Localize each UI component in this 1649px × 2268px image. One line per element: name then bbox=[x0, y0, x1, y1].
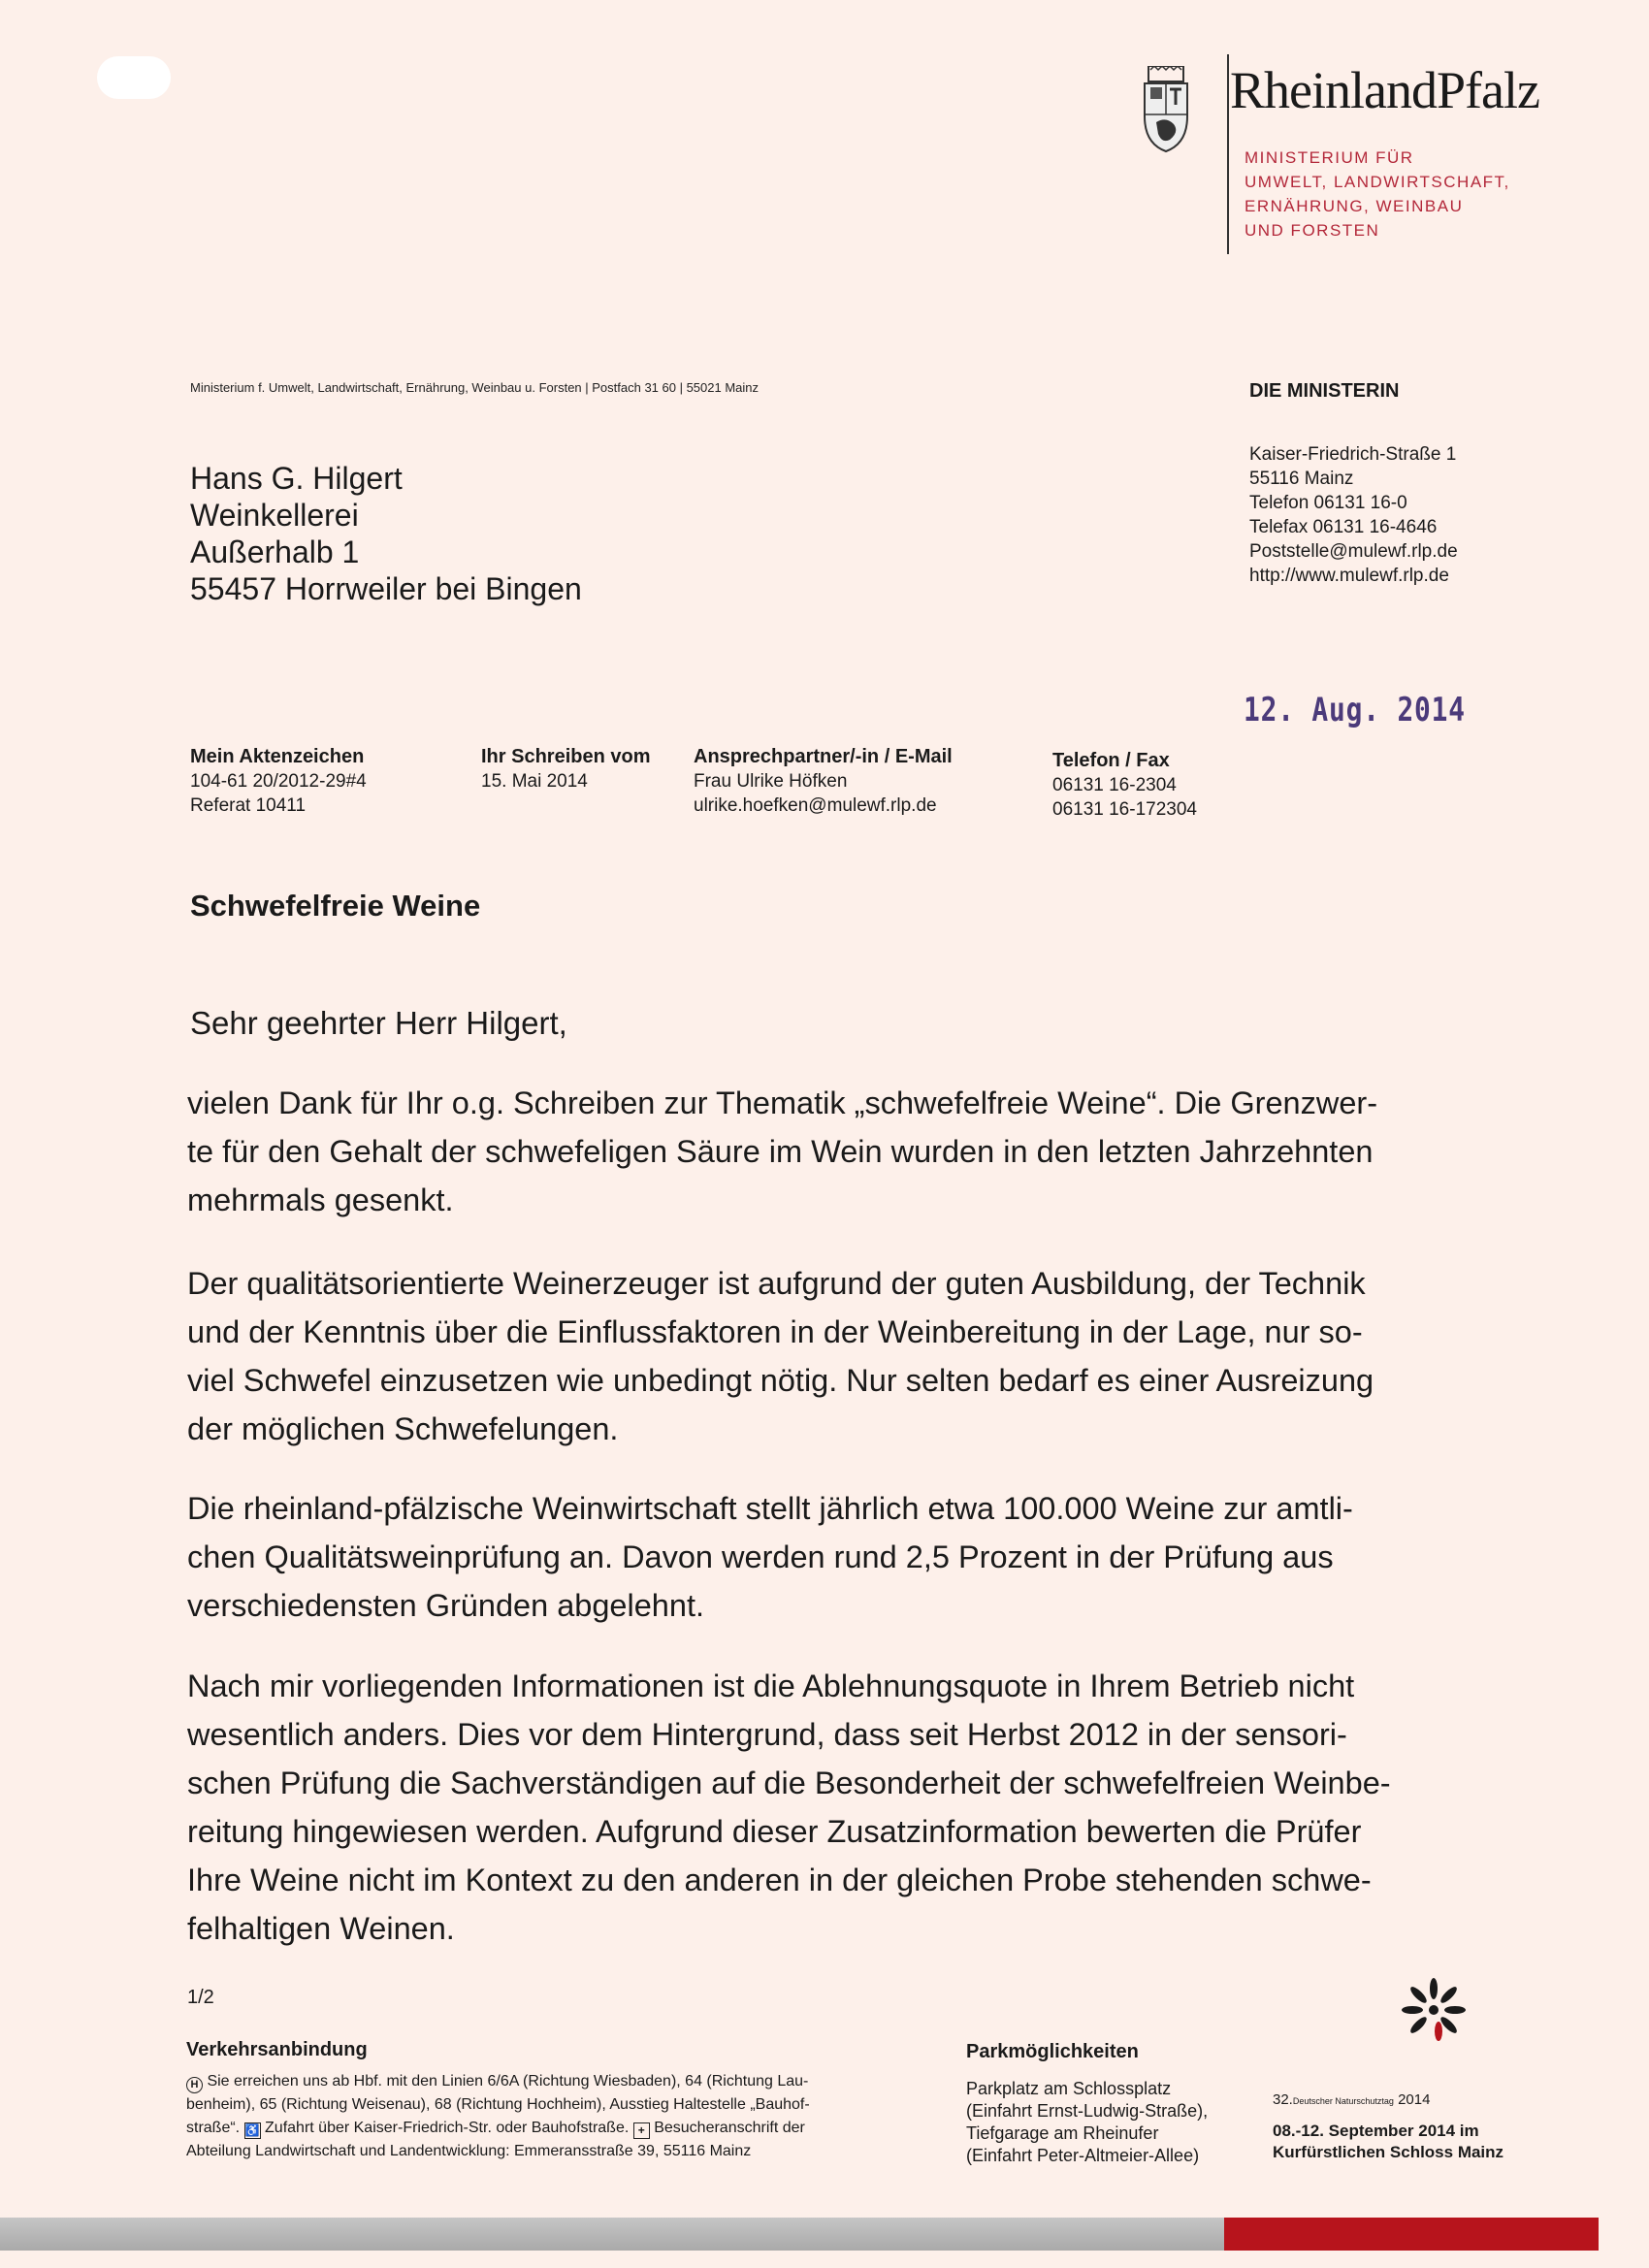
text-line: felhaltigen Weinen. bbox=[187, 1911, 455, 1946]
reference-telefon bbox=[1052, 749, 1197, 822]
contact-address: Kaiser-Friedrich-Straße 1 bbox=[1249, 444, 1457, 465]
reference-ansprechpartner bbox=[694, 745, 953, 818]
received-date-stamp: 12. Aug. 2014 bbox=[1244, 691, 1466, 729]
ministry-line: ERNÄHRUNG, WEINBAU bbox=[1245, 197, 1464, 215]
visitor-address-text: Besucheranschrift der bbox=[654, 2120, 805, 2136]
event-title: Deutscher Naturschutztag bbox=[1292, 2096, 1394, 2106]
contact-city: 55116 Mainz bbox=[1249, 469, 1354, 489]
text-line: Nach mir vorliegenden Informationen ist die Ablehnungsquote in Ihrem Betrieb nicht bbox=[187, 1669, 1355, 1703]
text-line: viel Schwefel einzusetzen wie unbedingt nötig. Nur selten bedarf es einer Ausreizung bbox=[187, 1363, 1374, 1398]
reference-value: Referat 10411 bbox=[190, 795, 307, 816]
event-prefix: 32. bbox=[1273, 2091, 1293, 2108]
footer-bar-grey bbox=[0, 2218, 1224, 2251]
scan-blot bbox=[97, 56, 171, 99]
footer-transport-title: Verkehrsanbindung bbox=[186, 2039, 368, 2060]
reference-label: Mein Aktenzeichen bbox=[190, 746, 365, 767]
text-line: chen Qualitätsweinprüfung an. Davon werden rund 2,5 Prozent in der Prüfung aus bbox=[187, 1539, 1334, 1574]
recipient-street: Außerhalb 1 bbox=[190, 535, 360, 569]
text-line: mehrmals gesenkt. bbox=[187, 1183, 454, 1217]
bus-stop-icon: H bbox=[186, 2077, 203, 2093]
contact-phone: Telefon 06131 16-0 bbox=[1249, 493, 1407, 513]
reference-schreiben bbox=[481, 745, 651, 794]
recipient-company: Weinkellerei bbox=[190, 498, 359, 533]
event-name bbox=[1273, 2091, 1430, 2108]
body-paragraph bbox=[187, 1662, 1458, 1953]
wheelchair-icon: ♿ bbox=[244, 2123, 260, 2137]
reference-value: 15. Mai 2014 bbox=[481, 771, 588, 792]
parking-line: Parkplatz am Schlossplatz bbox=[966, 2079, 1172, 2098]
recipient-address bbox=[190, 460, 582, 607]
wheelchair-access-text: Zufahrt über Kaiser-Friedrich-Str. oder Bauhofstraße. bbox=[265, 2120, 630, 2136]
ministry-line: UND FORSTEN bbox=[1245, 221, 1380, 240]
text-line: und der Kenntnis über die Einflussfaktoren in der Weinbereitung in der Lage, nur so- bbox=[187, 1314, 1363, 1349]
text-line: Die rheinland-pfälzische Weinwirtschaft stellt jährlich etwa 100.000 Weine zur amtli- bbox=[187, 1491, 1353, 1526]
transport-line: Abteilung Landwirtschaft und Landentwicklung: Emmeransstraße 39, 55116 Mainz bbox=[186, 2143, 752, 2159]
letterhead-divider bbox=[1227, 54, 1229, 254]
ministry-line: MINISTERIUM FÜR bbox=[1245, 148, 1414, 167]
parking-line: Tiefgarage am Rheinufer bbox=[966, 2123, 1159, 2143]
recipient-city: 55457 Horrweiler bei Bingen bbox=[190, 571, 582, 606]
text-line: wesentlich anders. Dies vor dem Hintergrund, dass seit Herbst 2012 in der sensori- bbox=[187, 1717, 1347, 1752]
parking-line: (Einfahrt Peter-Altmeier-Allee) bbox=[966, 2146, 1200, 2165]
text-line: schen Prüfung die Sachverständigen auf die Besonderheit der schwefelfreien Weinbe- bbox=[187, 1766, 1391, 1800]
transport-line-text: Sie erreichen uns ab Hbf. mit den Linien 6/6A (Richtung Wiesbaden), 64 (Richtung Lau- bbox=[207, 2073, 809, 2090]
text-line: vielen Dank für Ihr o.g. Schreiben zur Thematik „schwefelfreie Weine“. Die Grenzwer- bbox=[187, 1085, 1378, 1120]
transport-line: benheim), 65 (Richtung Weisenau), 68 (Richtung Hochheim), Ausstieg Haltestelle „Bauhof- bbox=[186, 2096, 810, 2113]
text-line: verschiedensten Gründen abgelehnt. bbox=[187, 1588, 705, 1623]
body-paragraph bbox=[187, 1484, 1458, 1630]
brand-logo-text: RheinlandPfalz bbox=[1230, 61, 1539, 119]
reference-value: 104-61 20/2012-29#4 bbox=[190, 771, 367, 792]
reference-aktenzeichen bbox=[190, 745, 367, 818]
reference-label: Ihr Schreiben vom bbox=[481, 746, 651, 767]
text-line: der möglichen Schwefelungen. bbox=[187, 1411, 619, 1446]
body-paragraph bbox=[187, 1259, 1458, 1453]
footer-bar-red bbox=[1224, 2218, 1599, 2251]
naturschutztag-logo-icon bbox=[1395, 1975, 1472, 2053]
reference-label: Ansprechpartner/-in / E-Mail bbox=[694, 746, 953, 767]
event-date: 08.-12. September 2014 im bbox=[1273, 2122, 1479, 2140]
parking-line: (Einfahrt Ernst-Ludwig-Straße), bbox=[966, 2101, 1209, 2121]
reference-value: ulrike.hoefken@mulewf.rlp.de bbox=[694, 795, 937, 816]
minister-title: DIE MINISTERIN bbox=[1249, 380, 1400, 402]
footer-transport-text bbox=[186, 2070, 810, 2163]
ministry-contact-block bbox=[1249, 442, 1458, 588]
page-number: 1/2 bbox=[187, 1987, 214, 2008]
recipient-name: Hans G. Hilgert bbox=[190, 461, 403, 496]
contact-fax: Telefax 06131 16-4646 bbox=[1249, 517, 1438, 537]
footer-parking-title: Parkmöglichkeiten bbox=[966, 2041, 1139, 2062]
visitor-entrance-icon: + bbox=[633, 2122, 650, 2139]
reference-value: Frau Ulrike Höfken bbox=[694, 771, 848, 792]
event-year: 2014 bbox=[1398, 2091, 1431, 2108]
event-details bbox=[1273, 2121, 1504, 2163]
event-location: Kurfürstlichen Schloss Mainz bbox=[1273, 2143, 1504, 2161]
contact-email: Poststelle@mulewf.rlp.de bbox=[1249, 541, 1458, 562]
reference-label: Telefon / Fax bbox=[1052, 750, 1170, 771]
transport-line bbox=[186, 2117, 810, 2140]
footer-parking-text bbox=[966, 2078, 1208, 2167]
text-line: Der qualitätsorientierte Weinerzeuger ist aufgrund der guten Ausbildung, der Technik bbox=[187, 1266, 1366, 1301]
transport-line bbox=[186, 2070, 810, 2093]
text-line: te für den Gehalt der schwefeligen Säure im Wein wurden in den letzten Jahrzehnten bbox=[187, 1134, 1374, 1169]
transport-line-text: straße“. bbox=[186, 2120, 241, 2136]
sender-address-line: Ministerium f. Umwelt, Landwirtschaft, Ernährung, Weinbau u. Forsten | Postfach 31 60 | 55021 Mainz bbox=[190, 380, 760, 395]
reference-value: 06131 16-172304 bbox=[1052, 799, 1197, 820]
text-line: Ihre Weine nicht im Kontext zu den anderen in der gleichen Probe stehenden schwe- bbox=[187, 1863, 1372, 1897]
coat-of-arms-icon bbox=[1141, 66, 1191, 153]
reference-value: 06131 16-2304 bbox=[1052, 775, 1177, 795]
ministry-line: UMWELT, LANDWIRTSCHAFT, bbox=[1245, 173, 1510, 191]
text-line: reitung hingewiesen werden. Aufgrund dieser Zusatzinformation bewerten die Prüfer bbox=[187, 1814, 1362, 1849]
contact-website: http://www.mulewf.rlp.de bbox=[1249, 566, 1449, 586]
ministry-name bbox=[1245, 146, 1510, 243]
letter-salutation: Sehr geehrter Herr Hilgert, bbox=[190, 1005, 567, 1041]
letter-subject: Schwefelfreie Weine bbox=[190, 889, 481, 923]
body-paragraph bbox=[187, 1079, 1458, 1224]
